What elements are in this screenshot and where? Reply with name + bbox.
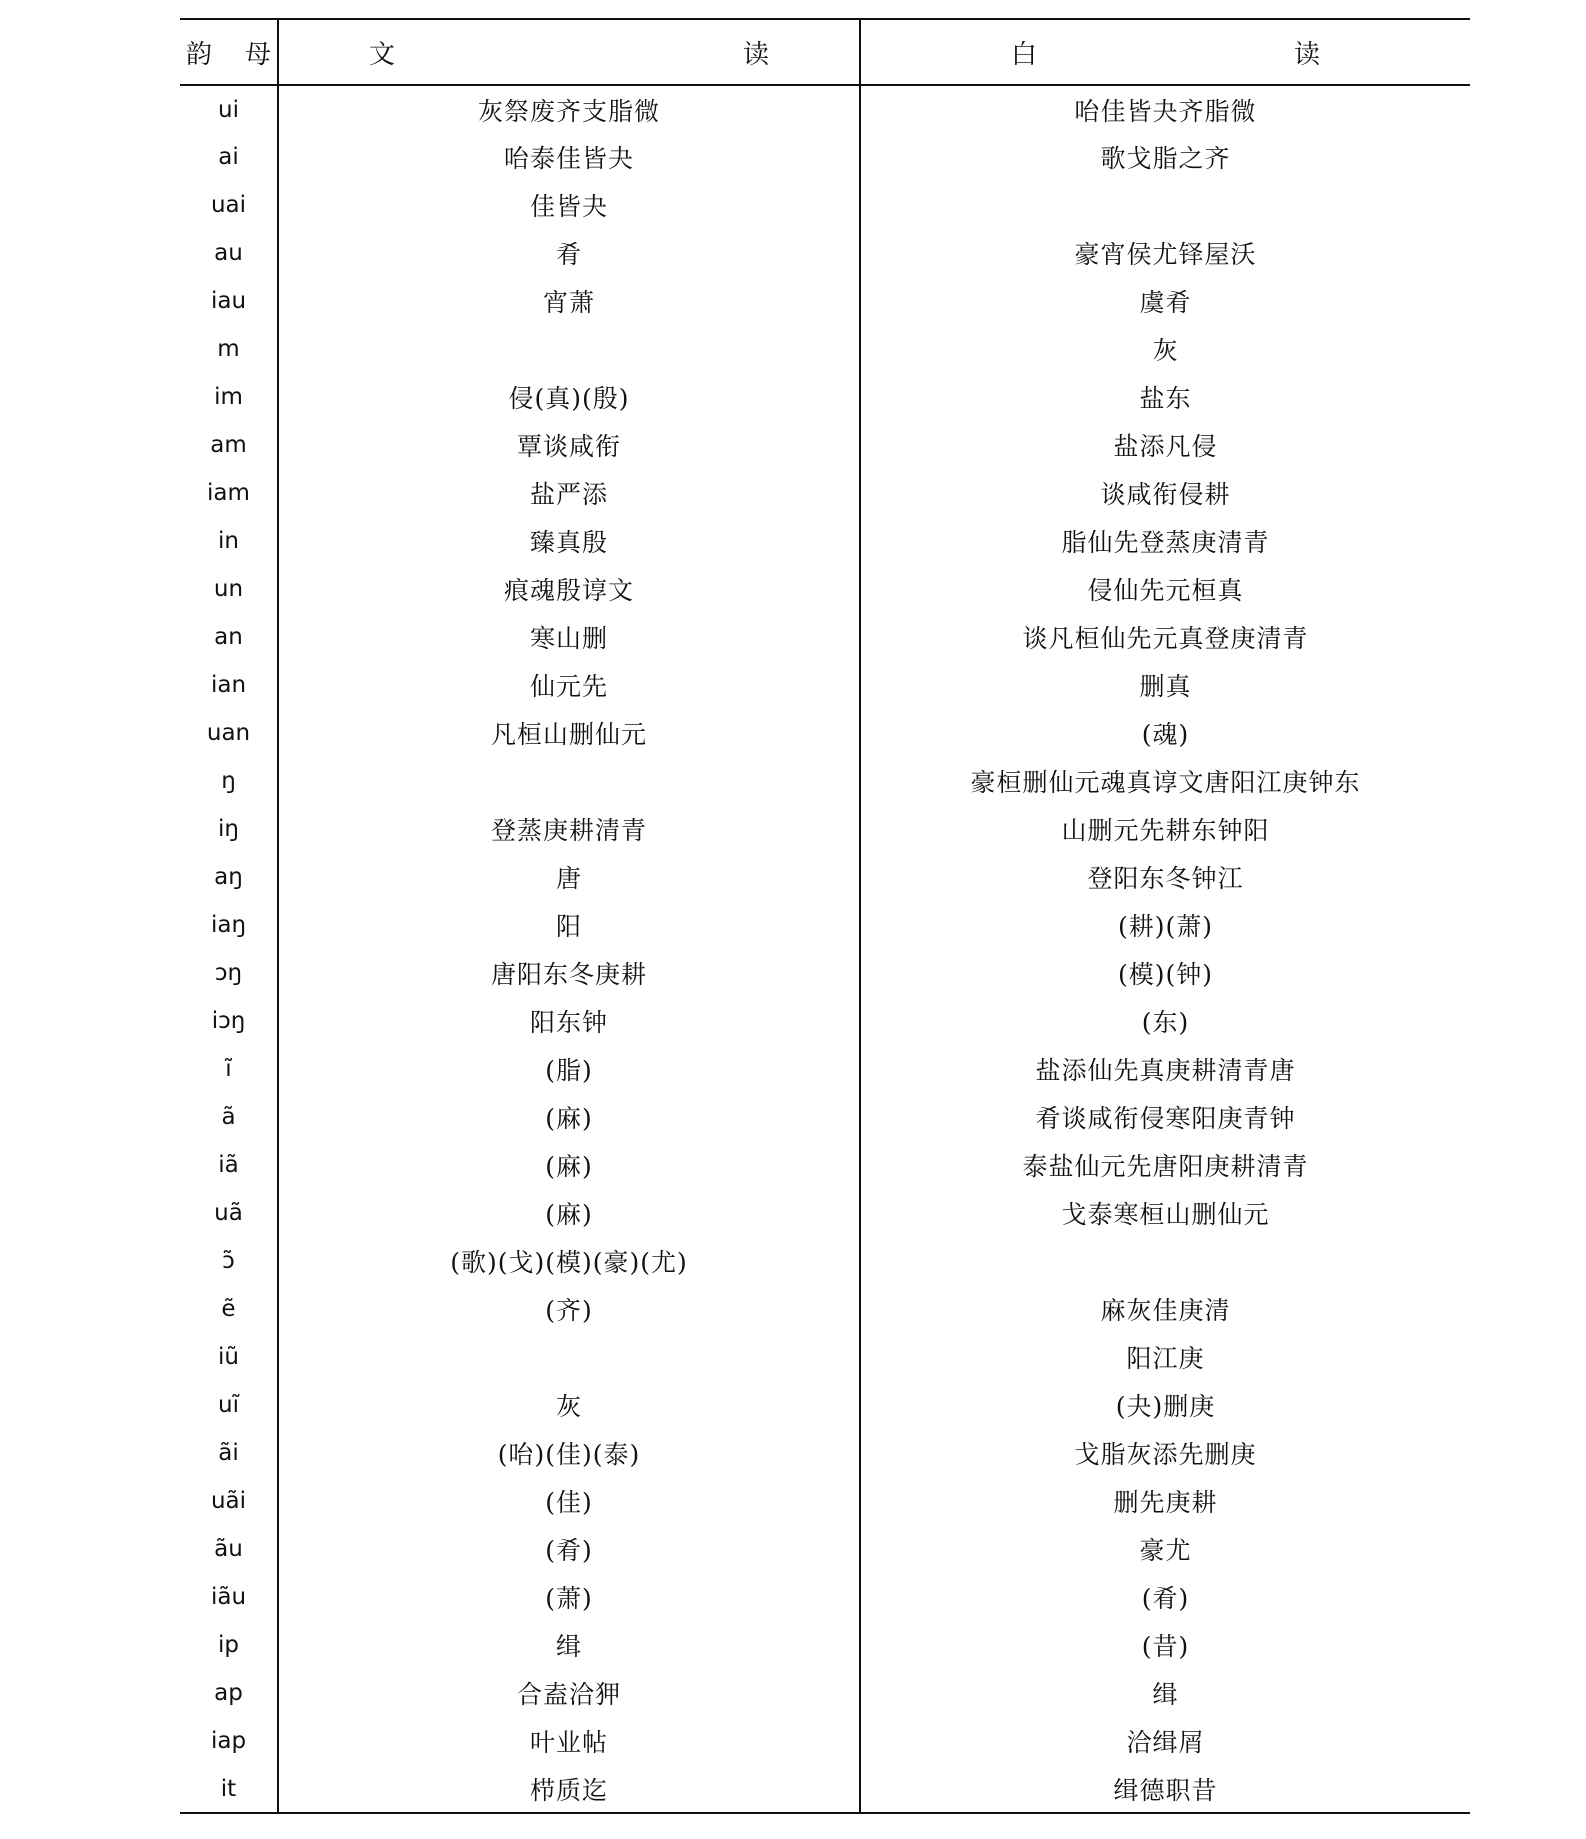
literary-cell: 臻真殷: [278, 517, 860, 565]
colloquial-cell: 歌戈脂之齐: [860, 133, 1470, 181]
literary-cell: (齐): [278, 1285, 860, 1333]
literary-cell: 咍泰佳皆夬: [278, 133, 860, 181]
final-cell: m: [217, 336, 240, 362]
final-cell: iŋ: [218, 816, 239, 842]
table-row: [180, 1141, 1470, 1189]
table-row: [180, 997, 1470, 1045]
colloquial-cell: 虞肴: [860, 277, 1470, 325]
final-cell: uan: [206, 720, 251, 746]
final-cell: iap: [210, 1728, 247, 1754]
table-row: [180, 517, 1470, 565]
literary-cell: 覃谈咸衔: [278, 421, 860, 469]
final-cell: ap: [214, 1680, 243, 1706]
table-row: [180, 133, 1470, 181]
final-cell: am: [210, 432, 247, 458]
colloquial-cell: 咍佳皆夬齐脂微: [860, 85, 1470, 133]
final-cell: an: [214, 624, 243, 650]
colloquial-cell: 谈咸衔侵耕: [860, 469, 1470, 517]
literary-cell: 阳: [278, 901, 860, 949]
header-final: [180, 19, 278, 85]
header-colloquial: [860, 19, 1470, 85]
final-cell: aŋ: [214, 864, 243, 890]
colloquial-cell: (夬)删庚: [860, 1381, 1470, 1429]
table-header: [180, 19, 1470, 85]
table-row: [180, 1189, 1470, 1237]
table-row: [180, 1717, 1470, 1765]
table-row: [180, 85, 1470, 133]
colloquial-cell: 登阳东冬钟江: [860, 853, 1470, 901]
final-cell: iãu: [210, 1584, 247, 1610]
literary-cell: (麻): [278, 1141, 860, 1189]
table-row: [180, 325, 1470, 373]
table-row: [180, 1477, 1470, 1525]
final-cell: ian: [210, 672, 247, 698]
colloquial-cell: 侵仙先元桓真: [860, 565, 1470, 613]
table-row: [180, 853, 1470, 901]
table-row: [180, 613, 1470, 661]
colloquial-cell: 删真: [860, 661, 1470, 709]
colloquial-cell: (肴): [860, 1573, 1470, 1621]
header-final-char-1: 韵: [186, 39, 213, 70]
literary-cell: 唐: [278, 853, 860, 901]
literary-cell: (咍)(佳)(泰): [278, 1429, 860, 1477]
table-row: [180, 1525, 1470, 1573]
final-cell: iã: [218, 1152, 239, 1178]
final-cell: uĩ: [218, 1392, 239, 1418]
table-row: [180, 1573, 1470, 1621]
final-cell: ãi: [218, 1440, 239, 1466]
colloquial-cell: [860, 1237, 1470, 1285]
final-cell: in: [218, 528, 239, 554]
final-cell: ãu: [214, 1536, 243, 1562]
rime-table: [180, 18, 1470, 1814]
final-cell: ui: [218, 96, 239, 123]
literary-cell: 肴: [278, 229, 860, 277]
literary-cell: 侵(真)(殷): [278, 373, 860, 421]
colloquial-cell: 盐添仙先真庚耕清青唐: [860, 1045, 1470, 1093]
literary-cell: 宵萧: [278, 277, 860, 325]
final-cell: uã: [214, 1200, 243, 1226]
colloquial-cell: 删先庚耕: [860, 1477, 1470, 1525]
table-row: [180, 661, 1470, 709]
final-cell: iaŋ: [210, 912, 247, 938]
table-row: [180, 1381, 1470, 1429]
header-literary-char-1: 文: [369, 39, 396, 70]
final-cell: iam: [207, 480, 250, 506]
table-row: [180, 1045, 1470, 1093]
literary-cell: 凡桓山删仙元: [278, 709, 860, 757]
table-row: [180, 1093, 1470, 1141]
final-cell: ã: [221, 1104, 236, 1130]
colloquial-cell: 麻灰佳庚清: [860, 1285, 1470, 1333]
colloquial-cell: 豪桓删仙元魂真谆文唐阳江庚钟东: [860, 757, 1470, 805]
final-cell: iau: [210, 288, 247, 314]
final-cell: ẽ: [221, 1296, 236, 1322]
final-cell: ĩ: [225, 1056, 232, 1082]
table-row: [180, 1237, 1470, 1285]
literary-cell: 灰: [278, 1381, 860, 1429]
literary-cell: (歌)(戈)(模)(豪)(尤): [278, 1237, 860, 1285]
colloquial-cell: 缉: [860, 1669, 1470, 1717]
literary-cell: 栉质迄: [278, 1765, 860, 1813]
table-row: [180, 1333, 1470, 1381]
final-cell: uãi: [210, 1488, 247, 1514]
literary-cell: 合盍洽狎: [278, 1669, 860, 1717]
colloquial-cell: 阳江庚: [860, 1333, 1470, 1381]
colloquial-cell: (魂): [860, 709, 1470, 757]
literary-cell: [278, 757, 860, 805]
literary-cell: (萧): [278, 1573, 860, 1621]
literary-cell: [278, 1333, 860, 1381]
colloquial-cell: 盐东: [860, 373, 1470, 421]
literary-cell: 寒山删: [278, 613, 860, 661]
literary-cell: 缉: [278, 1621, 860, 1669]
literary-cell: (麻): [278, 1189, 860, 1237]
table-row: [180, 229, 1470, 277]
colloquial-cell: 灰: [860, 325, 1470, 373]
literary-cell: 盐严添: [278, 469, 860, 517]
table-row: [180, 1621, 1470, 1669]
table-row: [180, 277, 1470, 325]
colloquial-cell: 脂仙先登蒸庚清青: [860, 517, 1470, 565]
header-final-char-2: 母: [244, 39, 271, 70]
table-row: [180, 373, 1470, 421]
header-colloquial-char-1: 白: [1011, 39, 1038, 70]
header-colloquial-char-2: 读: [1293, 39, 1320, 70]
final-cell: iũ: [218, 1344, 239, 1370]
colloquial-cell: 盐添凡侵: [860, 421, 1470, 469]
colloquial-cell: 泰盐仙元先唐阳庚耕清青: [860, 1141, 1470, 1189]
colloquial-cell: 缉德职昔: [860, 1765, 1470, 1813]
colloquial-cell: [860, 181, 1470, 229]
table-row: [180, 469, 1470, 517]
literary-cell: (佳): [278, 1477, 860, 1525]
literary-cell: 佳皆夬: [278, 181, 860, 229]
colloquial-cell: (耕)(萧): [860, 901, 1470, 949]
table-row: [180, 421, 1470, 469]
table-row: [180, 1765, 1470, 1813]
final-cell: un: [213, 576, 244, 602]
final-cell: im: [214, 384, 243, 410]
final-cell: ɔ̃: [222, 1248, 235, 1274]
final-cell: ɔŋ: [214, 960, 243, 986]
literary-cell: [278, 325, 860, 373]
colloquial-cell: 肴谈咸衔侵寒阳庚青钟: [860, 1093, 1470, 1141]
colloquial-cell: 戈泰寒桓山删仙元: [860, 1189, 1470, 1237]
table-row: [180, 181, 1470, 229]
colloquial-cell: 洽缉屑: [860, 1717, 1470, 1765]
table-row: [180, 709, 1470, 757]
colloquial-cell: (昔): [860, 1621, 1470, 1669]
colloquial-cell: 戈脂灰添先删庚: [860, 1429, 1470, 1477]
final-cell: ŋ: [221, 768, 236, 794]
colloquial-cell: 山删元先耕东钟阳: [860, 805, 1470, 853]
colloquial-cell: 豪尤: [860, 1525, 1470, 1573]
table-row: [180, 757, 1470, 805]
literary-cell: (麻): [278, 1093, 860, 1141]
table-row: [180, 949, 1470, 997]
literary-cell: 登蒸庚耕清青: [278, 805, 860, 853]
literary-cell: 叶业帖: [278, 1717, 860, 1765]
literary-cell: 痕魂殷谆文: [278, 565, 860, 613]
table-row: [180, 1429, 1470, 1477]
header-literary-char-2: 读: [742, 39, 769, 70]
header-row: [180, 19, 1470, 85]
table-body: [180, 85, 1470, 1813]
literary-cell: 灰祭废齐支脂微: [278, 85, 860, 133]
colloquial-cell: 谈凡桓仙先元真登庚清青: [860, 613, 1470, 661]
literary-cell: 阳东钟: [278, 997, 860, 1045]
table-row: [180, 1669, 1470, 1717]
final-cell: ai: [218, 144, 239, 170]
header-literary: [278, 19, 860, 85]
literary-cell: 仙元先: [278, 661, 860, 709]
colloquial-cell: 豪宵侯尤铎屋沃: [860, 229, 1470, 277]
table-row: [180, 901, 1470, 949]
table-row: [180, 1285, 1470, 1333]
final-cell: au: [214, 240, 243, 266]
literary-cell: (肴): [278, 1525, 860, 1573]
literary-cell: 唐阳东冬庚耕: [278, 949, 860, 997]
table-row: [180, 565, 1470, 613]
table-row: [180, 805, 1470, 853]
final-cell: iɔŋ: [211, 1008, 246, 1034]
final-cell: uai: [210, 192, 247, 218]
colloquial-cell: (模)(钟): [860, 949, 1470, 997]
final-cell: ip: [218, 1632, 239, 1658]
final-cell: it: [180, 1765, 278, 1813]
literary-cell: (脂): [278, 1045, 860, 1093]
colloquial-cell: (东): [860, 997, 1470, 1045]
